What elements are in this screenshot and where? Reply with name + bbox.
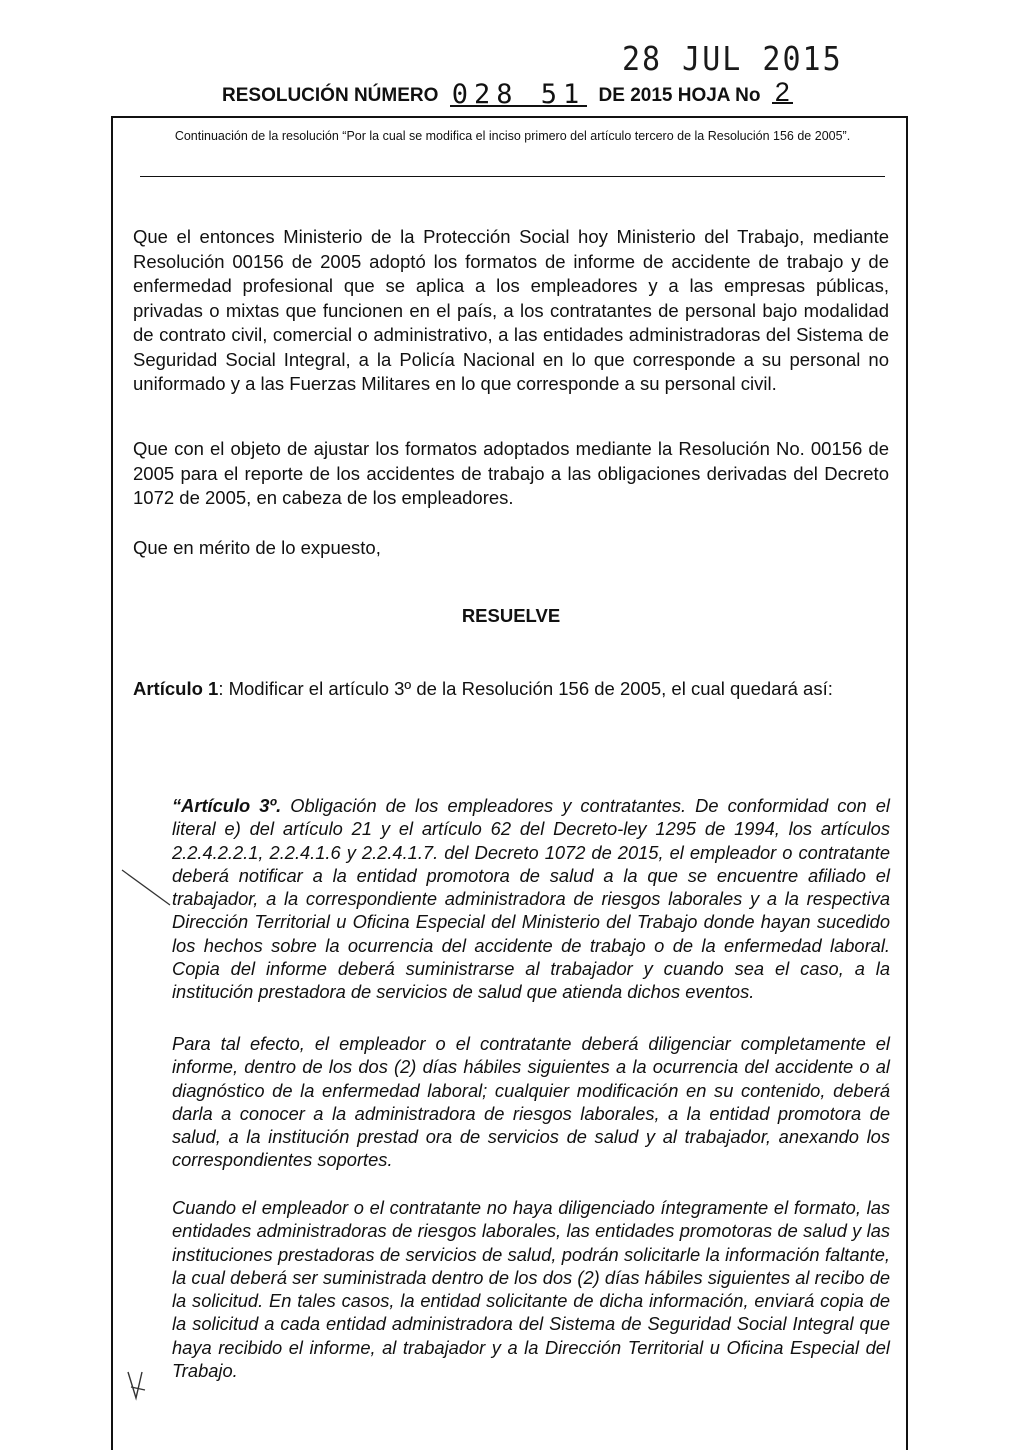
quoted-article-3-text: Obligación de los empleadores y contratantes. De conformidad con el literal e) del artículo 21 y el artículo 62 del Decreto-ley 1295 de 1994, los artículos 2.2.4.2.2.1, 2.2.4.1.6 y 2.2.4.1.7. del Decreto 1072 de 2015, el empleador o contratante deberá notificar a la entidad promotora de salud a la que se encuentre afiliado el trabajador, a la correspondiente administradora de riesgos laborales y a la respectiva Dirección Territorial u Oficina Especial del Ministerio del Trabajo donde hayan sucedido los hechos sobre la ocurrencia del accidente de trabajo o de la enfermedad laboral. Copia del informe deberá suministrarse al trabajador y cuando sea el caso, a la institución prestadora de servicios de salud que atienda dichos eventos. bbox=[172, 795, 890, 1003]
initials-mark bbox=[128, 1372, 145, 1398]
article-1-text: : Modificar el artículo 3º de la Resolución 156 de 2005, el cual quedará así: bbox=[218, 678, 833, 699]
paragraph-considerando-1: Que el entonces Ministerio de la Protección Social hoy Ministerio del Trabajo, mediante Resolución 00156 de 2005 adoptó los formatos de informe de accidente de trabajo y de enfermedad profesional que se aplica a los empleadores y a las empresas públicas, privadas o mixtas que funcionen en el país, a los contratantes de personal bajo modalidad de contrato civil, comercial o administrativo, a las entidades administradoras del Sistema de Seguridad Social Integral, a la Policía Nacional en lo que corresponde a su personal no uniformado y a las Fuerzas Militares en lo que corresponde a su personal civil. bbox=[133, 226, 889, 394]
margin-pen-stroke bbox=[122, 870, 170, 905]
resolution-number: 028 51 bbox=[451, 79, 586, 110]
continuation-note: Continuación de la resolución “Por la cual se modifica el inciso primero del artículo tercero de la Resolución 156 de 2005”. bbox=[174, 129, 851, 143]
quoted-article-3-paragraph-3: Cuando el empleador o el contratante no haya diligenciado íntegramente el formato, las entidades administradoras de riesgos laborales, las entidades promotoras de salud y las instituciones prestadoras de servicios de salud, podrán solicitarle la información faltante, la cual deberá ser suministrada dentro de los dos (2) días hábiles siguientes al recibo de la solicitud. En tales casos, la entidad solicitante de dicha información, enviará copia de la solicitud a cada entidad administradora del Sistema de Seguridad Social Integral que haya recibido el informe, al trabajador y a la Dirección Territorial u Oficina Especial del Trabajo. bbox=[172, 1197, 890, 1382]
quoted-article-3-paragraph-2: Para tal efecto, el empleador o el contratante deberá diligenciar completamente el informe, dentro de los dos (2) días hábiles siguientes a la ocurrencia del accidente o al diagnóstico de la enfermedad laboral; cualquier modificación en su contenido, deberá darla a conocer a la administradora de riesgos laborales, a la entidad promotora de salud, a la institución prestad ora de servicios de salud y al trabajador, anexando los correspondientes soportes. bbox=[172, 1033, 890, 1171]
paragraph-considerando-3: Que en mérito de lo expuesto, bbox=[133, 537, 381, 558]
year-page-label: DE 2015 HOJA No bbox=[598, 85, 761, 106]
paragraph-considerando-2: Que con el objeto de ajustar los formatos adoptados mediante la Resolución No. 00156 de 2005 para el reporte de los accidentes de trabajo a las obligaciones derivadas del Decreto 1072 de 2005, en cabeza de los empleadores. bbox=[133, 438, 889, 508]
resolution-number-label: RESOLUCIÓN NÚMERO bbox=[222, 85, 439, 106]
page-number: 2 bbox=[772, 82, 793, 104]
article-1-label: Artículo 1 bbox=[133, 678, 219, 699]
quoted-article-3-label: “Artículo 3º. bbox=[172, 795, 282, 816]
resuelve-heading: RESUELVE bbox=[461, 605, 561, 626]
handwritten-date-stamp: 28 JUL 2015 bbox=[622, 40, 843, 79]
